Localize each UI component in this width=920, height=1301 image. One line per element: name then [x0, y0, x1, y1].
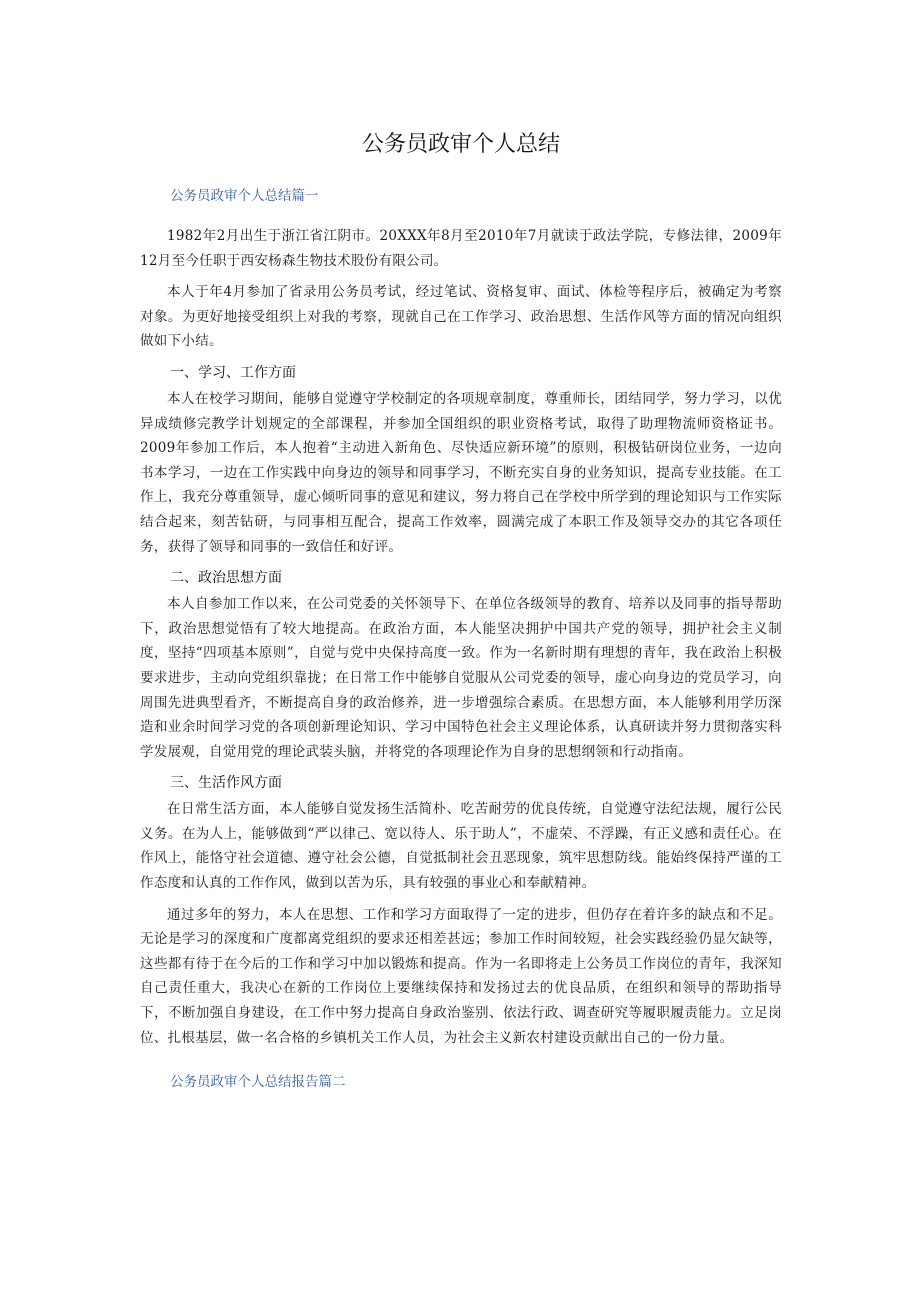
- heading-political-thought: 二、政治思想方面: [170, 570, 282, 587]
- heading-study-work: 一、学习、工作方面: [170, 364, 296, 381]
- heading-life-style: 三、生活作风方面: [170, 775, 282, 792]
- document-title: 公务员政审个人总结: [361, 132, 560, 157]
- paragraph-study-work: 本人在校学习期间，能够自觉遵守学校制定的各项规章制度，尊重师长，团结同学，努力学习，以优异成绩修完教学计划规定的全部课程，并参加全国组织的职业资格考试，取得了助理物流师资格证书。2009年参加工作后，本人抱着“主动进入新角色、尽快适应新环境”的原则，积极钻研岗位业务，一边向书本学习，一边在工作实践中向身边的领导和同事学习，不断充实自身的业务知识，提高专业技能。在工作上，我充分尊重领导，虚心倾听同事的意见和建议，努力将自己在学校中所学到的理论知识与工作实际结合起来，刻苦钻研，与同事相互配合，提高工作效率，圆满完成了本职工作及领导交办的其它各项任务，获得了领导和同事的一致信任和好评。: [140, 390, 782, 555]
- paragraph-political-thought: 本人自参加工作以来，在公司党委的关怀领导下、在单位各级领导的教育、培养以及同事的指导帮助下，政治思想觉悟有了较大地提高。在政治方面，本人能坚决拥护中国共产党的领导，拥护社会主义制度，坚持“四项基本原则”，自觉与党中央保持高度一致。作为一名新时期有理想的青年，我在政治上积极要求进步，主动向党组织靠拢；在日常工作中能够自觉服从公司党委的领导，虚心向身边的党员学习，向周围先进典型看齐，不断提高自身的政治修养，进一步增强综合素质。在思想方面，本人能够利用学历深造和业余时间学习党的各项创新理论知识、学习中国特色社会主义理论体系，认真研读并努力贯彻落实科学发展观，自觉用党的理论武装头脑，并将党的各项理论作为自身的思想纲领和行动指南。: [140, 596, 782, 760]
- paragraph-life-style: 在日常生活方面，本人能够自觉发扬生活简朴、吃苦耐劳的优良传统，自觉遵守法纪法规，履行公民义务。在为人上，能够做到“严以律己、宽以待人、乐于助人”，不虚荣、不浮躁，有正义感和责任心。在作风上，能恪守社会道德、遵守社会公德，自觉抵制社会丑恶现象，筑牢思想防线。能始终保持严谨的工作态度和认真的工作作风，做到以苦为乐，具有较强的事业心和奉献精神。: [140, 801, 782, 892]
- section-link-part-one[interactable]: 公务员政审个人总结篇一: [170, 188, 319, 204]
- document-page: [140, 130, 782, 1110]
- paragraph-exam-intro: 本人于年4月参加了省录用公务员考试，经过笔试、资格复审、面试、体检等程序后，被确定为考察对象。为更好地接受组织上对我的考察，现就自己在工作学习、政治思想、生活作风等方面的情况向组织做如下小结。: [140, 284, 782, 350]
- section-link-part-two[interactable]: 公务员政审个人总结报告篇二: [170, 1074, 346, 1091]
- paragraph-birth-education: 1982年2月出生于浙江省江阴市。20XXX年8月至2010年7月就读于政法学院，专修法律，2009年12月至今任职于西安杨森生物技术股份有限公司。: [140, 228, 782, 269]
- paragraph-conclusion: 通过多年的努力，本人在思想、工作和学习方面取得了一定的进步，但仍存在着许多的缺点和不足。无论是学习的深度和广度都离党组织的要求还相差甚远；参加工作时间较短，社会实践经验仍显欠缺等，这些都有待于在今后的工作和学习中加以锻炼和提高。作为一名即将走上公务员工作岗位的青年，我深知自己责任重大，我决心在新的工作岗位上要继续保持和发扬过去的优良品质，在组织和领导的帮助指导下，不断加强自身建设，在工作中努力提高自身政治鉴别、依法行政、调查研究等履职履责能力。立足岗位、扎根基层，做一名合格的乡镇机关工作人员，为社会主义新农村建设贡献出自己的一份力量。: [140, 906, 782, 1046]
